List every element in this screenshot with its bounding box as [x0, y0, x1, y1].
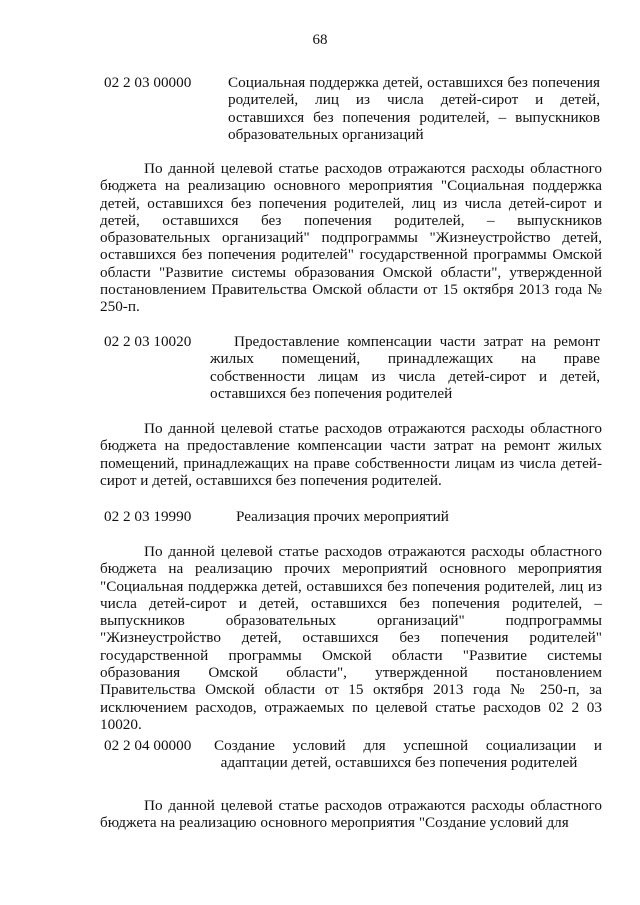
section-title: Реализация прочих мероприятий	[236, 508, 449, 525]
section-title: Социальная поддержка детей, оставшихся без попечения родителей, лиц из числа детей-сирот и детей, оставшихся без попечения родителей, – выпускников образовательных организаций	[228, 74, 600, 143]
section-code: 02 2 03 10020	[104, 333, 192, 350]
section-code: 02 2 04 00000	[104, 737, 192, 754]
section-paragraph: По данной целевой статье расходов отражаются расходы областного бюджета на предоставление компенсации части затрат на ремонт жилых помещений, принадлежащих на праве собственности лицам из числа детей-сирот и детей, оставшихся без попечения родителей.	[100, 420, 602, 489]
section-paragraph: По данной целевой статье расходов отражаются расходы областного бюджета на реализацию основного мероприятия "Социальная поддержка детей, оставшихся без попечения родителей, лиц из числа детей-сирот и детей, оставшихся без попечения родителей, – выпускников образовательных организаций" подпрограммы "Жизнеустройство детей, оставшихся без попечения родителей" государственной программы Омской области "Развитие системы образования Омской области", утвержденной постановлением Правительства Омской области от 15 октября 2013 года № 250-п.	[100, 160, 602, 316]
section-code: 02 2 03 19990	[104, 508, 192, 525]
section-code: 02 2 03 00000	[104, 74, 192, 91]
section-paragraph: По данной целевой статье расходов отражаются расходы областного бюджета на реализацию основного мероприятия "Создание условий для	[100, 797, 602, 832]
section-paragraph: По данной целевой статье расходов отражаются расходы областного бюджета на реализацию прочих мероприятий основного мероприятия "Социальная поддержка детей, оставшихся без попечения родителей, лиц из числа детей-сирот и детей, оставшихся без попечения родителей, – выпускников образовательных организаций" подпрограммы "Жизнеустройство детей, оставшихся без попечения родителей" государственной программы Омской области "Развитие системы образования Омской области", утвержденной постановлением Правительства Омской области от 15 октября 2013 года № 250-п, за исключением расходов, отражаемых по целевой статье расходов 02 2 03 10020.	[100, 543, 602, 733]
section-title: Предоставление компенсации части затрат на ремонт жилых помещений, принадлежащих на праве собственности лицам из числа детей-сирот и детей, оставшихся без попечения родителей	[210, 333, 600, 402]
section-title: Создание условий для успешной социализации и адаптации детей, оставшихся без попечения родителей	[214, 737, 602, 772]
page-number: 68	[312, 32, 328, 48]
